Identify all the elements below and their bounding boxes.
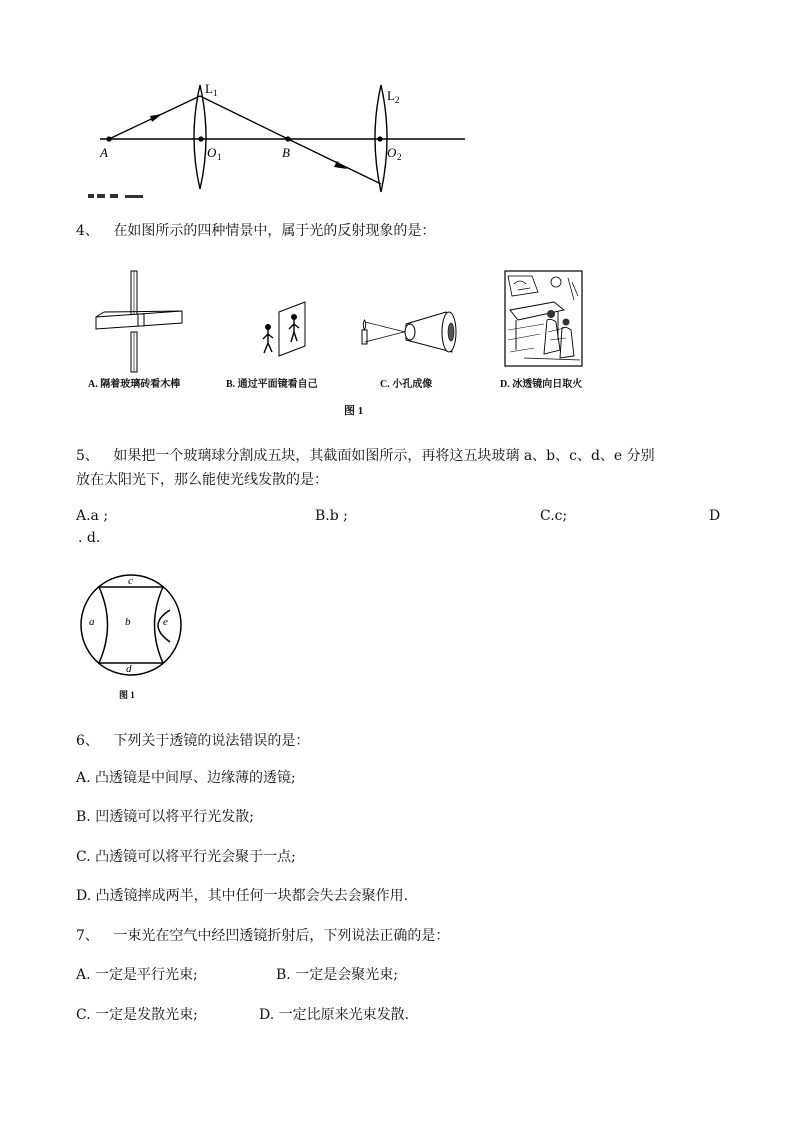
q6-option-d[interactable]: D. 凸透镜摔成两半，其中任何一块都会失去会聚作用. — [76, 888, 409, 904]
question-number: 4、 — [76, 223, 99, 239]
question-number: 5、 — [76, 448, 99, 464]
piece-label-c: c — [128, 575, 133, 587]
question-text: 在如图所示的四种情景中，属于光的反射现象的是： — [113, 223, 436, 239]
point-o2 — [377, 136, 382, 141]
figure-c-pinhole-camera — [358, 308, 468, 356]
caption-d: D. 冰透镜向日取火 — [500, 379, 583, 390]
caption-c: C. 小孔成像 — [380, 379, 433, 390]
ray-arrow-1 — [150, 114, 162, 122]
question-6 — [76, 731, 309, 751]
caption-b: B. 通过平面镜看自己 — [226, 379, 318, 390]
option-d-letter[interactable]: D — [709, 508, 721, 524]
q6-option-a[interactable]: A. 凸透镜是中间厚、边缘薄的透镜; — [76, 770, 296, 786]
point-b — [285, 136, 290, 141]
glass-ball-cross-section — [78, 570, 184, 680]
label-o2-sub: 2 — [397, 152, 402, 162]
q7-option-b[interactable]: B. 一定是会聚光束; — [276, 967, 398, 983]
label-o1-sub: 1 — [217, 152, 222, 162]
ray-l1-to-b — [200, 96, 288, 139]
option-b[interactable]: B.b ; — [315, 508, 348, 524]
figure-a-glass-brick — [90, 268, 190, 378]
piece-label-b: b — [125, 616, 131, 628]
q7-option-c[interactable]: C. 一定是发散光束; — [76, 1007, 198, 1023]
question-4 — [76, 221, 435, 241]
ray-b-to-l2 — [288, 139, 381, 184]
question-number: 6、 — [76, 733, 99, 749]
label-a: A — [100, 145, 108, 160]
q7-option-a[interactable]: A. 一定是平行光束; — [76, 967, 198, 983]
lens-ray-diagram — [0, 0, 793, 205]
label-l2: L — [387, 88, 395, 103]
label-l1: L — [205, 81, 213, 96]
question-text: 如果把一个玻璃球分割成五块，其截面如图所示，再将这五块玻璃 a、b、c、d、e 分别 — [113, 448, 655, 464]
option-d-rest[interactable]: . d. — [78, 530, 101, 546]
question-text: 下列关于透镜的说法错误的是： — [113, 733, 310, 749]
question-5-line-2: 放在太阳光下，那么能使光线发散的是： — [76, 472, 328, 488]
label-l2-sub: 2 — [395, 95, 400, 105]
piece-label-e: e — [163, 616, 168, 628]
label-b: B — [282, 145, 290, 160]
q6-option-b[interactable]: B. 凹透镜可以将平行光发散; — [76, 809, 254, 825]
q7-option-d[interactable]: D. 一定比原来光束发散. — [259, 1007, 410, 1023]
caption-a: A. 隔着玻璃砖看木棒 — [88, 379, 181, 390]
point-o1 — [198, 136, 203, 141]
point-a — [106, 136, 111, 141]
question-text: 一束光在空气中经凹透镜折射后，下列说法正确的是： — [113, 928, 450, 944]
question-number: 7、 — [76, 928, 99, 944]
figure-b-plane-mirror — [255, 300, 315, 360]
label-l1-sub: 1 — [213, 88, 218, 98]
figure-caption-q5: 图 1 — [119, 690, 135, 700]
question-5-line-1 — [76, 446, 655, 466]
figure-d-ice-lens-illustration — [504, 270, 584, 368]
piece-label-a: a — [89, 616, 95, 628]
question-7 — [76, 926, 449, 946]
label-o1: O — [207, 145, 217, 160]
cropped-text-remnant — [88, 194, 143, 198]
q6-option-c[interactable]: C. 凸透镜可以将平行光会聚于一点; — [76, 849, 296, 865]
piece-label-d: d — [126, 663, 132, 675]
option-a[interactable]: A.a ; — [76, 508, 109, 524]
label-o2: O — [387, 145, 397, 160]
figure-caption-q4: 图 1 — [344, 405, 364, 417]
option-c[interactable]: C.c; — [540, 508, 568, 524]
